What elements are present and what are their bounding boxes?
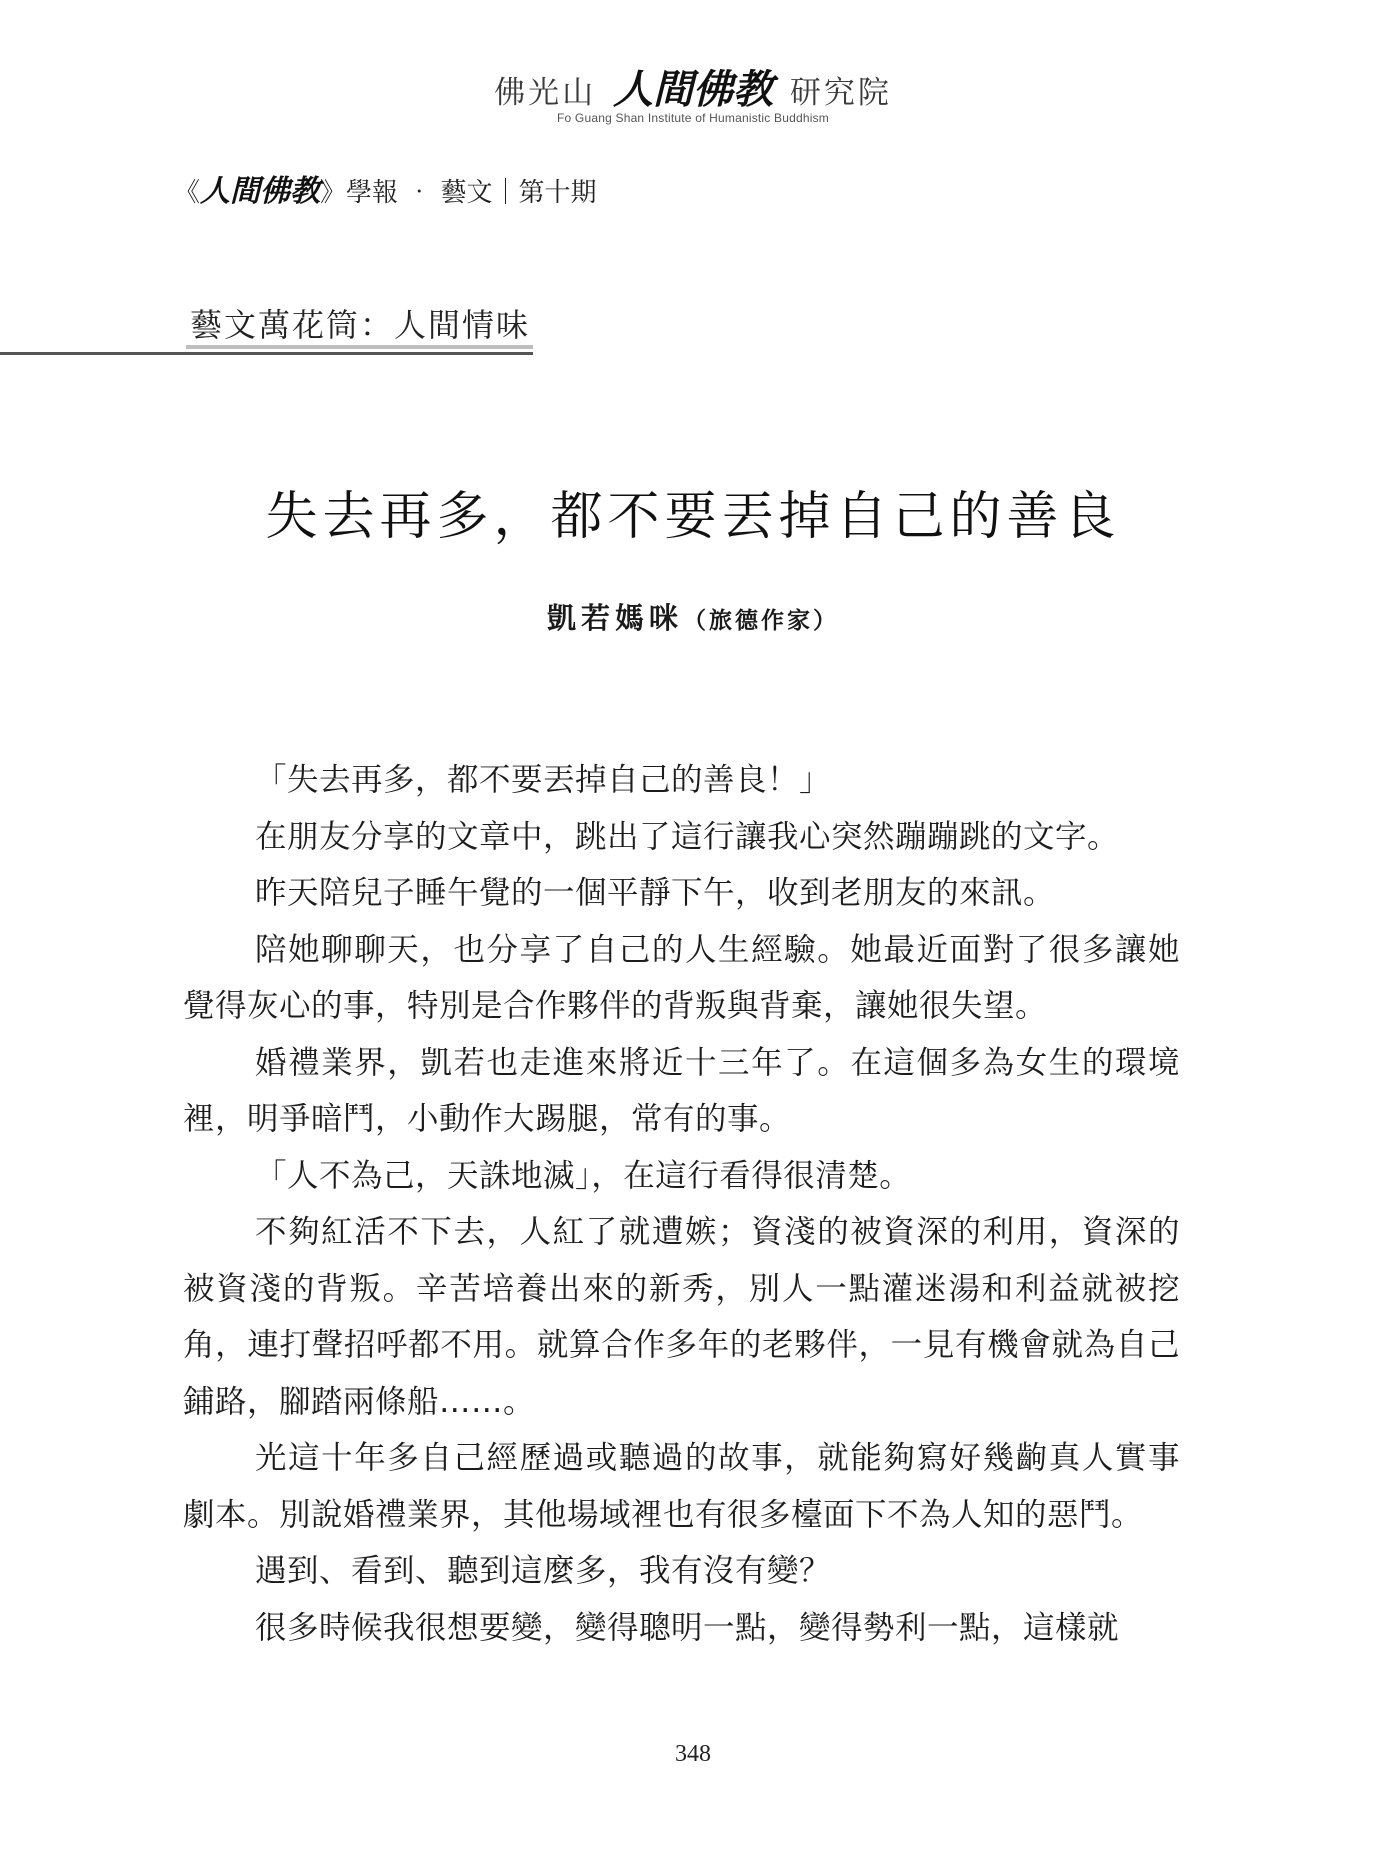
journal-issue-info: 學報 ‧ 藝文｜第十期 xyxy=(346,178,597,208)
institute-suffix: 研究院 xyxy=(789,75,892,111)
section-underline xyxy=(186,345,533,349)
paragraph: 「失去再多，都不要丟掉自己的善良！」 xyxy=(255,762,832,798)
institute-english-name: Fo Guang Shan Institute of Humanistic Buddhism xyxy=(556,111,829,125)
institute-brand-logo: 人間佛教 xyxy=(613,66,773,113)
journal-running-head xyxy=(174,166,597,210)
section-label: 藝文萬花筒：人間情味 xyxy=(190,306,531,344)
journal-open-bracket: 《 xyxy=(174,178,201,208)
institute-prefix: 佛光山 xyxy=(494,75,597,111)
article-byline xyxy=(0,596,1386,637)
paragraph: 不夠紅活不下去，人紅了就遭嫉；資淺的被資深的利用，資深的被資淺的背叛。辛苦培養出來的新秀，別人一點灌迷湯和利益就被挖角，連打聲招呼都不用。就算合作多年的老夥伴，一見有機會就為自己鋪路，腳踏兩條船……。 xyxy=(183,1214,1180,1420)
journal-brand: 人間佛教 xyxy=(200,174,321,209)
paragraph: 光這十年多自己經歷過或聽過的故事，就能夠寫好幾齣真人實事劇本。別說婚禮業界，其他場域裡也有很多檯面下不為人知的惡鬥。 xyxy=(183,1440,1180,1533)
article-title: 失去再多，都不要丟掉自己的善良 xyxy=(265,487,1121,547)
paragraph: 婚禮業界，凱若也走進來將近十三年了。在這個多為女生的環境裡，明爭暗鬥，小動作大踢腿，常有的事。 xyxy=(183,1044,1180,1137)
paragraph: 「人不為己，天誅地滅」，在這行看得很清楚。 xyxy=(255,1157,912,1194)
section-divider xyxy=(0,352,533,355)
author-role: （旅德作家） xyxy=(683,607,839,634)
journal-close-bracket: 》 xyxy=(320,178,347,208)
page-number: 348 xyxy=(675,1741,711,1767)
paragraph: 在朋友分享的文章中，跳出了這行讓我心突然蹦蹦跳的文字。 xyxy=(255,818,1120,855)
paragraph: 很多時候我很想要變，變得聰明一點，變得勢利一點，這樣就 xyxy=(255,1609,1120,1646)
institute-header xyxy=(0,58,1386,115)
article-body xyxy=(183,752,1180,1656)
paragraph: 昨天陪兒子睡午覺的一個平靜下午，收到老朋友的來訊。 xyxy=(255,875,1056,911)
paragraph: 遇到、看到、聽到這麼多，我有沒有變？ xyxy=(255,1553,832,1589)
paragraph: 陪她聊聊天，也分享了自己的人生經驗。她最近面對了很多讓她覺得灰心的事，特別是合作夥伴的背叛與背棄，讓她很失望。 xyxy=(183,931,1180,1024)
author-name: 凱若媽咪 xyxy=(546,601,683,635)
